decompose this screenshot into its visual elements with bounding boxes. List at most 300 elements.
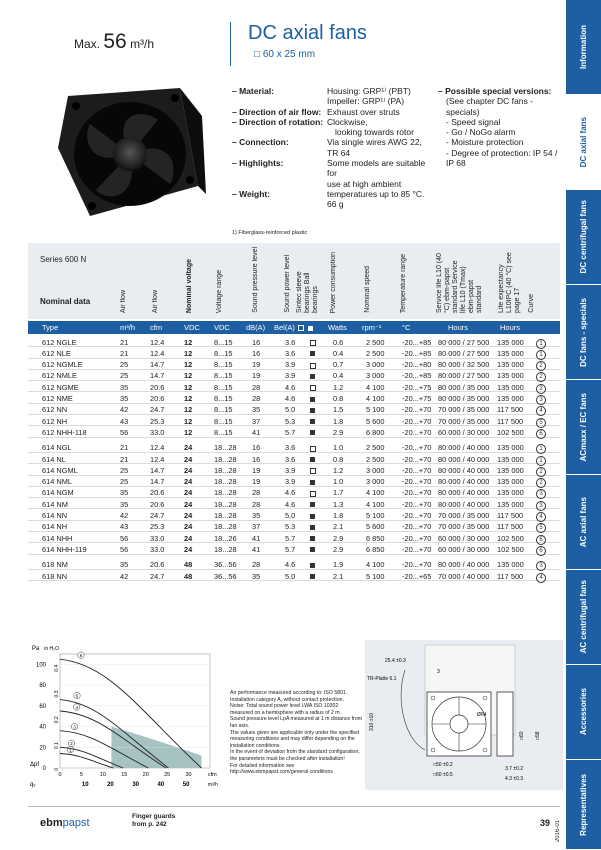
note-line: installation conditions.: [230, 742, 281, 749]
table-cell: 20.6: [150, 499, 165, 509]
table-cell: 16: [252, 443, 261, 453]
table-cell: 3.9: [285, 465, 296, 475]
ball-bearing-icon: [310, 480, 315, 485]
material-label: – Material:: [232, 86, 275, 96]
table-cell: 12: [184, 371, 193, 381]
curve-number: 5: [536, 523, 546, 533]
table-cell: 4 100: [366, 394, 385, 403]
table-row: [28, 521, 560, 532]
curve-marker-label: 4: [75, 704, 78, 710]
table-cell: 33.0: [150, 544, 165, 554]
table-cell: 4 100: [366, 488, 385, 498]
logo-part: ebm: [40, 817, 63, 829]
table-cell: 5.7: [285, 544, 296, 554]
table-cell: 4.6: [285, 560, 296, 570]
table-unit-row: [28, 321, 560, 334]
unit-label: Hours: [448, 323, 469, 332]
table-row: [28, 510, 560, 521]
curve-marker: [67, 746, 73, 752]
column-header: Sound power level: [284, 255, 291, 313]
table-cell: 56: [120, 533, 129, 543]
y-tick-in: 0.3: [54, 690, 60, 698]
table-cell: 35: [120, 488, 129, 498]
ball-bearing-icon: [310, 536, 315, 541]
table-cell: 18...28: [214, 465, 237, 475]
table-row: [28, 543, 560, 554]
table-cell: 24: [184, 544, 193, 554]
table-cell: 4.6: [285, 394, 296, 403]
sidebar-item[interactable]: [566, 0, 601, 95]
ball-bearing-icon: [310, 563, 315, 568]
table-cell: 33.0: [150, 533, 165, 543]
sidebar-item-label: Information: [579, 25, 588, 69]
sidebar-item[interactable]: [566, 95, 601, 190]
table-cell: 16: [252, 337, 261, 347]
table-cell: 60 000 / 30 000: [438, 427, 490, 437]
chapter-sidebar: [566, 0, 601, 850]
y-unit-pa: Pa: [32, 646, 40, 652]
table-cell: 24: [184, 477, 193, 487]
table-cell: 16: [252, 454, 261, 464]
table-cell: 43: [120, 522, 129, 532]
table-cell: 19: [252, 360, 261, 370]
table-cell: 5 600: [366, 522, 385, 532]
sidebar-item-label: ACmaxx / EC fans: [579, 392, 588, 462]
bearing-legend: [298, 324, 313, 333]
dim-label: □50 ±0.2: [433, 762, 453, 768]
y-tick-in: 0.2: [54, 716, 60, 724]
curve-marker-label: 2: [70, 741, 73, 747]
table-cell: 80 000 / 40 000: [438, 560, 490, 570]
table-cell: 4.6: [285, 499, 296, 509]
curve-marker: [74, 704, 80, 710]
note-line: The values given are applicable only under the specified: [230, 729, 360, 736]
technical-drawing: [365, 640, 563, 790]
x-tick-cfm: 20: [142, 772, 149, 778]
table-cell: 3.9: [285, 360, 296, 370]
table-cell: 135 000: [497, 465, 524, 475]
ball-bearing-icon: [310, 525, 315, 530]
table-cell: 117 500: [497, 571, 524, 581]
weight-value: 66 g: [327, 199, 344, 210]
table-cell: 14.7: [150, 371, 165, 381]
sleeve-bearing-icon: [298, 325, 304, 331]
table-cell: 0.8: [333, 394, 344, 403]
x-tick-m3h: 30: [132, 782, 140, 788]
table-cell: 24.7: [150, 405, 165, 415]
table-cell: 3.9: [285, 371, 296, 381]
curve-marker: [68, 740, 74, 746]
table-cell: 28: [252, 394, 261, 403]
table-cell: 135 000: [497, 499, 524, 509]
x-tick-cfm: 25: [164, 772, 171, 778]
y-unit-in: in H₂O: [44, 646, 59, 652]
table-cell: 60 000 / 30 000: [438, 533, 490, 543]
table-cell: 80 000 / 40 000: [438, 443, 490, 453]
y-tick: 100: [35, 662, 46, 669]
table-cell: 614 NGL: [42, 443, 72, 453]
material-value: Housing: GRP¹⁾ (PBT): [327, 86, 411, 96]
table-cell: 24.7: [150, 511, 165, 520]
table-cell: 614 NHH-119: [42, 544, 87, 554]
x-unit-m3h: m³/h: [207, 782, 218, 788]
table-cell: 117 500: [497, 405, 524, 415]
curve-marker-label: 1: [69, 747, 72, 753]
table-cell: 21: [120, 337, 129, 347]
ball-bearing-icon: [310, 547, 315, 552]
table-cell: 43: [120, 416, 129, 426]
table-cell: 8...15: [214, 348, 233, 358]
connection-value: Via single wires AWG 22,: [327, 137, 422, 148]
table-cell: 2 500: [366, 348, 385, 358]
product-size: □ 60 x 25 mm: [254, 49, 316, 60]
note-line: Air performance measured according to: ISO 5801.: [230, 690, 348, 696]
table-cell: 12.4: [150, 337, 165, 347]
unit-label: rpm⁻¹: [362, 323, 382, 332]
table-cell: 24: [184, 454, 193, 464]
table-cell: 3.9: [285, 477, 296, 487]
table-cell: -20...+70: [402, 454, 432, 464]
page-date: 2016-01: [555, 820, 561, 843]
table-cell: 2 500: [366, 337, 385, 347]
table-cell: -20...+70: [402, 465, 432, 475]
table-cell: 135 000: [497, 382, 524, 392]
dim-label: 3.7 ±0.2: [505, 766, 524, 772]
table-cell: 5.0: [285, 511, 296, 520]
sidebar-item[interactable]: [566, 760, 601, 850]
unit-label: dB(A): [246, 323, 266, 332]
table-cell: 3 000: [366, 477, 385, 487]
table-cell: 12: [184, 348, 193, 358]
ball-bearing-icon: [310, 430, 315, 435]
table-cell: 56: [120, 544, 129, 554]
table-cell: 2.9: [333, 533, 344, 543]
table-row: [28, 370, 560, 381]
fan-photo: [30, 76, 210, 236]
table-cell: 21: [120, 454, 129, 464]
curve-number: 2: [536, 467, 546, 477]
footnote: 1) Fiberglass-reinforced plastic: [232, 230, 308, 236]
sidebar-item[interactable]: [566, 285, 601, 380]
curve-number: 4: [536, 512, 546, 522]
table-cell: 618 NN: [42, 571, 68, 581]
note-line: measured on a hemisphere with a radius of 2 m.: [230, 709, 342, 716]
table-cell: 18...28: [214, 544, 237, 554]
table-cell: 25: [120, 465, 129, 475]
sidebar-item[interactable]: [566, 475, 601, 570]
table-cell: -20...+70: [402, 416, 432, 426]
ball-bearing-icon: [310, 502, 315, 507]
curve-number: 3: [536, 501, 546, 511]
finger-guards-ref: [132, 813, 175, 829]
table-cell: 24: [184, 499, 193, 509]
special-item: - Moisture protection: [446, 137, 524, 148]
performance-chart: [28, 640, 218, 790]
table-row: [28, 359, 560, 370]
table-cell: -20...+85: [402, 348, 432, 358]
curve-number: 2: [536, 478, 546, 488]
table-cell: 614 NHH: [42, 533, 73, 543]
x-tick-cfm: 10: [99, 772, 106, 778]
sidebar-item[interactable]: [566, 190, 601, 285]
unit-label: Hours: [500, 323, 521, 332]
table-cell: -20...+70: [402, 511, 432, 520]
table-cell: 80 000 / 40 000: [438, 499, 490, 509]
x-unit-cfm: cfm: [207, 772, 217, 778]
unit-label: VDC: [214, 323, 230, 332]
table-cell: 8...15: [214, 427, 233, 437]
table-cell: 41: [252, 533, 261, 543]
curve-number: 2: [536, 361, 546, 371]
table-cell: 14.7: [150, 465, 165, 475]
table-cell: 80 000 / 40 000: [438, 488, 490, 498]
unit-label: Type: [42, 323, 59, 332]
table-cell: 21: [120, 348, 129, 358]
table-cell: 1.5: [333, 405, 344, 415]
table-cell: 70 000 / 35 000: [438, 511, 490, 520]
table-cell: 80 000 / 40 000: [438, 454, 490, 464]
dim-label: □60 ±0.5: [433, 772, 453, 778]
table-cell: 5.3: [285, 522, 296, 532]
unit-label: VDC: [184, 323, 200, 332]
finger-guards-page: from p. 242: [132, 821, 167, 828]
table-cell: 18...28: [214, 454, 237, 464]
table-cell: 135 000: [497, 560, 524, 570]
table-cell: 18...28: [214, 511, 237, 520]
special-sub: (See chapter DC fans - specials): [446, 96, 533, 117]
table-cell: 135 000: [497, 454, 524, 464]
table-cell: 102 500: [497, 533, 524, 543]
table-cell: 21: [120, 443, 129, 453]
table-cell: 20.6: [150, 394, 165, 403]
curve-marker: [71, 723, 77, 729]
curve-marker-label: 5: [75, 693, 79, 699]
note-line: fan axis.: [230, 722, 250, 729]
table-row: [28, 559, 560, 570]
y-tick: 60: [39, 703, 46, 710]
table-cell: 12: [184, 337, 193, 347]
table-cell: 117 500: [497, 522, 524, 532]
table-row: [28, 404, 560, 415]
table-cell: 12: [184, 360, 193, 370]
table-row: [28, 336, 560, 347]
table-row: [28, 381, 560, 392]
column-header: Life expectancy L10IPC (40 °C) see page 17: [498, 252, 521, 313]
note-line: Sound pressure level LpA measured at 1 m distance from: [230, 716, 363, 723]
ball-bearing-icon: [310, 397, 315, 402]
table-cell: -20...+85: [402, 371, 432, 381]
table-cell: -20...+70: [402, 488, 432, 498]
table-cell: 35: [252, 511, 261, 520]
y-tick: 80: [39, 683, 46, 690]
mounting-hole: [88, 202, 96, 210]
qv-label: qᵥ: [30, 782, 36, 788]
sidebar-item[interactable]: [566, 380, 601, 475]
table-cell: 614 NH: [42, 522, 68, 532]
unit-label: m³/h: [120, 323, 135, 332]
table-cell: 4 100: [366, 499, 385, 509]
table-cell: 0.6: [333, 337, 344, 347]
table-cell: 25: [120, 371, 129, 381]
table-cell: 19: [252, 371, 261, 381]
x-tick-m3h: 50: [182, 782, 190, 788]
note-line: Noise: Total sound power level LWA ISO 10302: [230, 703, 339, 710]
table-cell: -20...+70: [402, 544, 432, 554]
table-cell: 614 NGML: [42, 465, 78, 475]
table-row: [28, 532, 560, 543]
table-cell: 36...56: [214, 571, 237, 581]
table-cell: 18...28: [214, 477, 237, 487]
curve-number: 6: [536, 535, 546, 545]
max-unit: m³/h: [130, 37, 155, 51]
special-item: - Go / NoGo alarm: [446, 127, 516, 138]
table-cell: 80 000 / 35 000: [438, 382, 490, 392]
ball-bearing-icon: [310, 351, 315, 356]
table-cell: 1.8: [333, 511, 344, 520]
sleeve-bearing-icon: [310, 385, 316, 391]
curve-number: 6: [536, 429, 546, 439]
finger-guards-text: Finger guards: [132, 813, 176, 820]
curve-marker: [74, 692, 80, 698]
table-row: [28, 464, 560, 475]
table-row: [28, 426, 560, 437]
column-header: Voltage range: [216, 269, 223, 313]
table-cell: 612 NMLE: [42, 371, 77, 381]
sidebar-item[interactable]: [566, 570, 601, 665]
max-value: 56: [103, 30, 127, 53]
table-cell: 35: [120, 382, 129, 392]
sidebar-item-label: Representatives: [579, 773, 588, 836]
sidebar-item-label: DC centrifugal fans: [579, 200, 588, 274]
table-cell: 135 000: [497, 477, 524, 487]
table-cell: 33.0: [150, 427, 165, 437]
x-tick-cfm: 30: [185, 772, 192, 778]
table-header: [28, 243, 560, 319]
curve-number: 6: [536, 546, 546, 556]
table-cell: 25.3: [150, 416, 165, 426]
unit-label: Bel(A): [274, 323, 295, 332]
rotation-value: Clockwise,: [327, 116, 368, 127]
table-cell: 12: [184, 416, 193, 426]
table-cell: 18...28: [214, 488, 237, 498]
table-cell: 3.6: [285, 443, 296, 453]
table-cell: 135 000: [497, 360, 524, 370]
table-cell: 8...15: [214, 360, 233, 370]
ball-bearing-icon: [308, 326, 313, 331]
max-prefix: Max.: [74, 37, 101, 51]
table-cell: 70 000 / 40 000: [438, 571, 490, 581]
table-cell: -20...+70: [402, 533, 432, 543]
curve-number: 4: [536, 573, 546, 583]
table-cell: 24: [184, 522, 193, 532]
table-cell: 1.2: [333, 382, 344, 392]
sleeve-bearing-icon: [310, 363, 316, 369]
table-cell: 48: [184, 571, 193, 581]
table-cell: 135 000: [497, 337, 524, 347]
mounting-hole: [72, 102, 80, 110]
table-row: [28, 393, 560, 404]
y-tick-in: 0.1: [54, 742, 60, 750]
table-cell: 28: [252, 499, 261, 509]
highlights-value: temperatures up to 85 °C.: [327, 188, 425, 199]
note-line: For detailed information see: [230, 762, 295, 769]
table-cell: 2.1: [333, 522, 344, 532]
table-cell: 24.7: [150, 571, 165, 581]
table-cell: 18...28: [214, 522, 237, 532]
curve-number: 3: [536, 561, 546, 571]
table-cell: 41: [252, 427, 261, 437]
table-cell: -20...+65: [402, 571, 432, 581]
note-line: measuring conditions and may differ depending on the: [230, 736, 355, 743]
table-row: [28, 442, 560, 453]
table-cell: 25: [120, 360, 129, 370]
table-cell: 5.7: [285, 427, 296, 437]
table-cell: 3.6: [285, 337, 296, 347]
table-cell: 8...15: [214, 371, 233, 381]
curve-marker: [78, 652, 84, 658]
table-cell: -20...+85: [402, 337, 432, 347]
table-cell: 5 100: [366, 511, 385, 520]
table-cell: 70 000 / 35 000: [438, 416, 490, 426]
sidebar-item[interactable]: [566, 665, 601, 760]
table-cell: 20.6: [150, 560, 165, 570]
dim-label: 4.3 ±0.3: [505, 776, 524, 782]
table-cell: 5.0: [285, 405, 296, 415]
table-cell: 42: [120, 405, 129, 415]
table-cell: 14.7: [150, 360, 165, 370]
sidebar-item-label: AC axial fans: [579, 496, 588, 548]
sidebar-item-label: Accessories: [579, 688, 588, 736]
table-cell: 612 NHH-118: [42, 427, 87, 437]
table-cell: 80 000 / 40 000: [438, 477, 490, 487]
table-cell: 612 NGME: [42, 382, 79, 392]
y-tick-in: 0.4: [54, 664, 60, 672]
table-cell: 18...28: [214, 443, 237, 453]
ball-bearing-icon: [310, 514, 315, 519]
table-cell: 612 NN: [42, 405, 68, 415]
unit-label: Watts: [328, 323, 347, 332]
highlights-value: Some models are suitable for: [327, 158, 426, 179]
table-cell: 41: [252, 544, 261, 554]
table-cell: 12: [184, 405, 193, 415]
sidebar-item-label: AC centrifugal fans: [579, 580, 588, 654]
table-cell: 614 NM: [42, 499, 68, 509]
table-cell: 8...15: [214, 394, 233, 403]
table-cell: 612 NLE: [42, 348, 71, 358]
dim-label: □58: [535, 731, 541, 740]
connection-label: – Connection:: [232, 137, 289, 148]
column-header: Sintec sleeve bearings Ball bearings: [296, 271, 319, 313]
table-cell: 80 000 / 40 000: [438, 465, 490, 475]
curve-number: 5: [536, 418, 546, 428]
table-row: [28, 476, 560, 487]
dp-label: Δpf: [30, 762, 40, 768]
table-cell: 612 NGLE: [42, 337, 77, 347]
table-cell: 12.4: [150, 443, 165, 453]
table-cell: 5 100: [366, 405, 385, 415]
table-cell: 20.6: [150, 382, 165, 392]
table-cell: 36...56: [214, 560, 237, 570]
y-tick-in: 0: [54, 768, 60, 771]
table-cell: 19: [252, 465, 261, 475]
ball-bearing-icon: [310, 408, 315, 413]
table-cell: 1.0: [333, 477, 344, 487]
table-cell: 48: [184, 560, 193, 570]
material-value: Impeller: GRP¹⁾ (PA): [327, 96, 405, 107]
table-cell: 20.6: [150, 488, 165, 498]
table-cell: 12: [184, 427, 193, 437]
curve-number: 3: [536, 489, 546, 499]
